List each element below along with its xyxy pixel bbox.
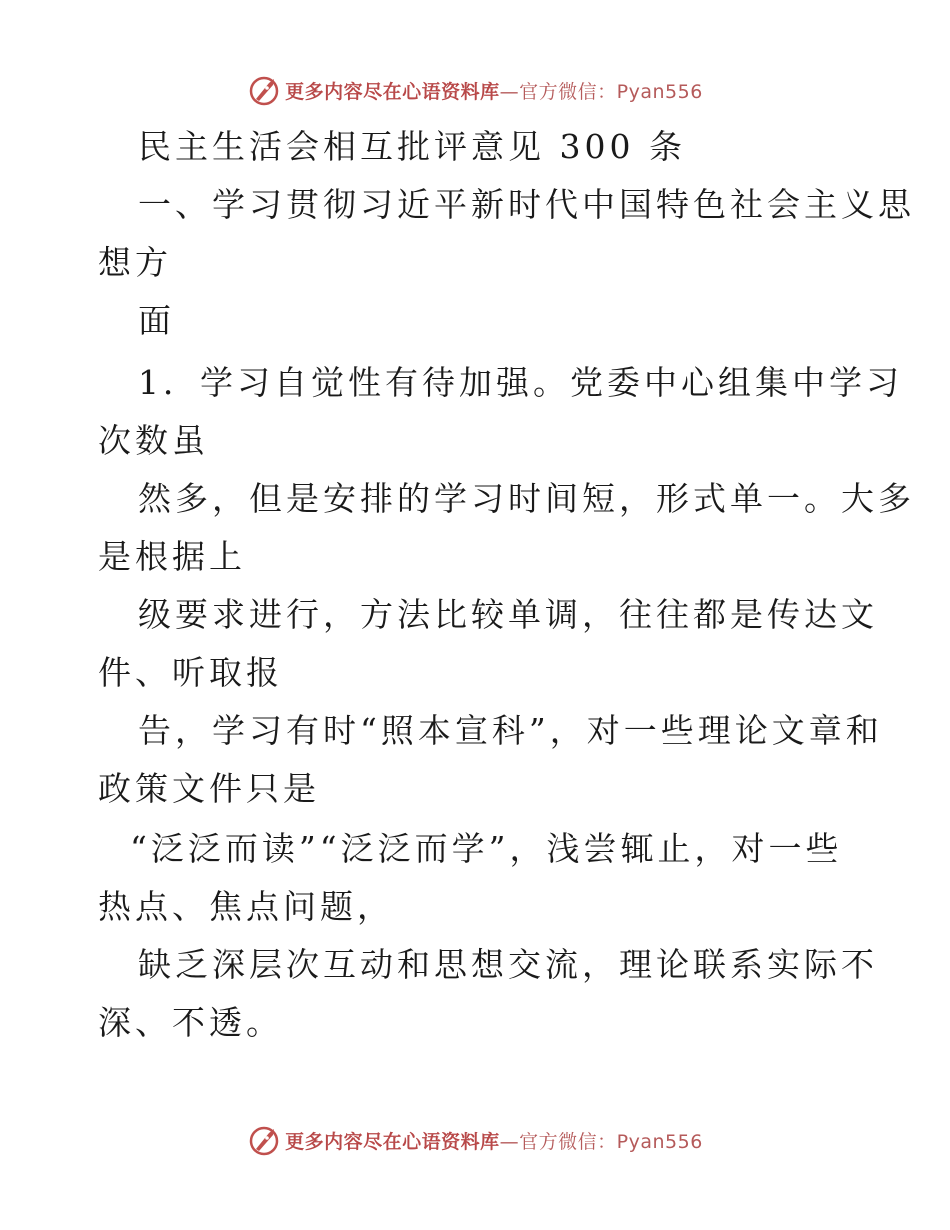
paragraph-line: 次数虽	[98, 421, 209, 460]
paragraph-line: 件、听取报	[98, 653, 283, 692]
paragraph-line: 1．学习自觉性有待加强。党委中心组集中学习	[138, 363, 903, 402]
watermark-main-text: 更多内容尽在心语资料库	[285, 80, 500, 103]
paragraph-line: 缺乏深层次互动和思想交流，理论联系实际不	[138, 945, 878, 984]
watermark-sub-text: —官方微信：Pyan556	[499, 80, 703, 103]
paragraph-line: 政策文件只是	[98, 769, 320, 808]
paragraph-line: 级要求进行，方法比较单调，往往都是传达文	[138, 595, 878, 634]
paragraph-line: 热点、焦点问题，	[98, 887, 394, 926]
section-heading: 一、学习贯彻习近平新时代中国特色社会主义思	[138, 185, 915, 224]
document-title: 民主生活会相互批评意见 300 条	[138, 127, 686, 166]
section-heading-continuation: 想方	[98, 243, 172, 282]
paragraph-line: 深、不透。	[98, 1003, 283, 1042]
paragraph-line: 是根据上	[98, 537, 246, 576]
header-watermark	[0, 70, 950, 110]
watermark-sub-text: —官方微信：Pyan556	[499, 1130, 703, 1153]
section-heading-continuation: 面	[138, 301, 175, 340]
paragraph-line: 告，学习有时“照本宣科”，对一些理论文章和	[138, 711, 883, 750]
watermark-main-text: 更多内容尽在心语资料库	[285, 1130, 500, 1153]
footer-watermark	[0, 1120, 950, 1160]
fountain-pen-nib-icon	[247, 1123, 281, 1157]
fountain-pen-nib-icon	[247, 73, 281, 107]
paragraph-line: 然多，但是安排的学习时间短，形式单一。大多	[138, 479, 915, 518]
paragraph-line: “泛泛而读”“泛泛而学”，浅尝辄止，对一些	[130, 829, 843, 868]
